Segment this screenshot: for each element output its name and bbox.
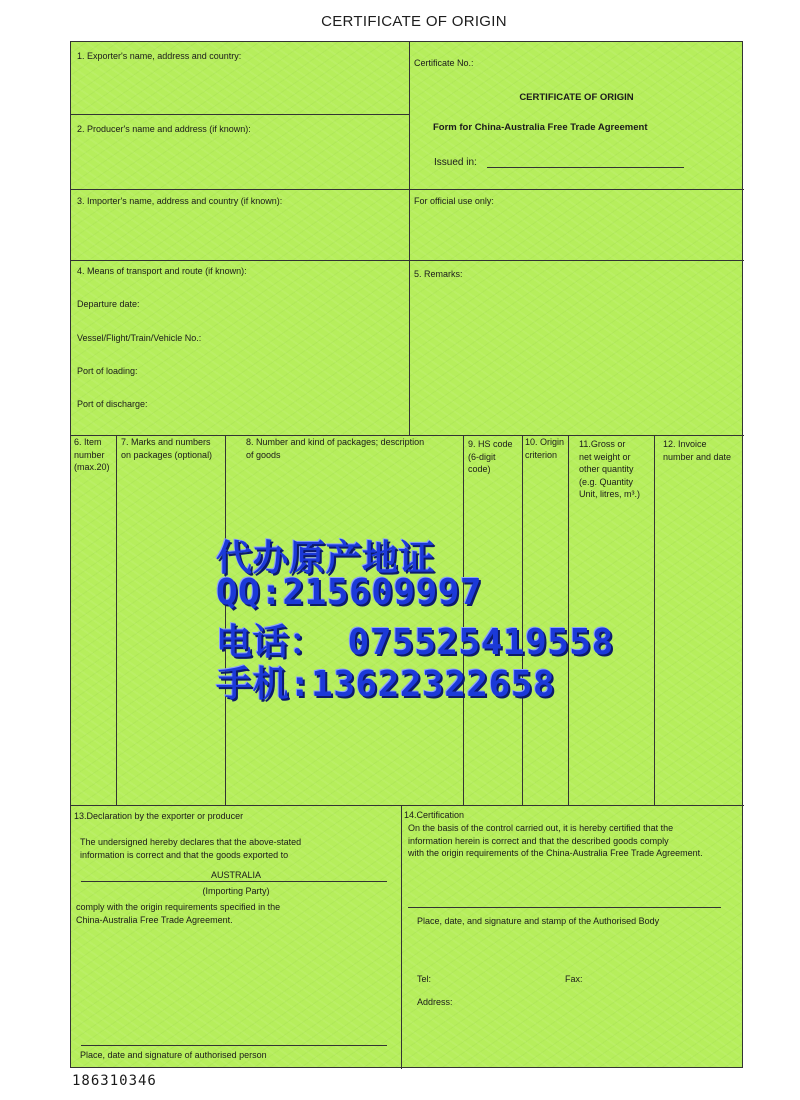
- overlay-service-text: 代办原产地证: [216, 538, 436, 579]
- column-marks: 7. Marks and numbers on packages (optional): [121, 437, 213, 460]
- certificate-no-label: Certificate No.:: [414, 58, 474, 68]
- certification-label: 14.Certification: [404, 810, 465, 820]
- form-subtitle: Form for China-Australia Free Trade Agreement: [433, 122, 648, 133]
- overlay-phone: 电话： 075525419558: [216, 622, 614, 663]
- vessel-label: Vessel/Flight/Train/Vehicle No.:: [77, 333, 202, 343]
- exporter-label: 1. Exporter's name, address and country:: [77, 51, 242, 61]
- column-description: 8. Number and kind of packages; description of goods: [246, 437, 425, 460]
- country-line: [81, 881, 387, 882]
- issued-in-line: [487, 167, 684, 168]
- column-item-number: 6. Item number (max.20): [74, 437, 110, 472]
- authorised-signature-label: Place, date and signature of authorised person: [80, 1050, 267, 1060]
- divider: [401, 805, 402, 1069]
- importer-label: 3. Importer's name, address and country (if known):: [77, 196, 283, 206]
- certification-line: [408, 907, 721, 908]
- certification-text: On the basis of the control carried out, it is hereby certified that the information herein is correct and that the described goods comply with the origin requirements of the China-Australia Free Trade Agreement.: [408, 823, 703, 858]
- overlay-qq: QQ:215609997: [216, 572, 483, 613]
- importing-party-label: (Importing Party): [202, 886, 270, 896]
- official-use-label: For official use only:: [414, 196, 494, 206]
- address-label: Address:: [417, 997, 453, 1007]
- overlay-mobile: 手机:13622322658: [216, 664, 556, 705]
- column-origin-criterion: 10. Origin criterion: [525, 437, 565, 460]
- page-title: CERTIFICATE OF ORIGIN: [321, 13, 507, 30]
- column-hs-code: 9. HS code (6-digit code): [468, 439, 513, 474]
- serial-number: 186310346: [72, 1073, 157, 1089]
- producer-label: 2. Producer's name and address (if known):: [77, 124, 251, 134]
- divider: [116, 435, 117, 806]
- divider: [654, 435, 655, 806]
- divider: [71, 260, 744, 261]
- departure-date-label: Departure date:: [77, 299, 140, 309]
- port-of-loading-label: Port of loading:: [77, 366, 138, 376]
- column-weight: 11.Gross or net weight or other quantity (e.g. Quantity Unit, litres, m³.): [579, 439, 641, 499]
- port-of-discharge-label: Port of discharge:: [77, 399, 148, 409]
- divider: [71, 114, 409, 115]
- divider: [71, 805, 744, 806]
- column-invoice: 12. Invoice number and date: [663, 439, 732, 462]
- importing-country: AUSTRALIA: [210, 870, 261, 880]
- declaration-text: The undersigned hereby declares that the above-stated information is correct and that the goods exported to: [80, 837, 302, 860]
- form-title: CERTIFICATE OF ORIGIN: [519, 92, 634, 103]
- issued-in-label: Issued in:: [434, 157, 477, 168]
- signature-line: [81, 1045, 387, 1046]
- divider: [71, 189, 744, 190]
- declaration-compliance: comply with the origin requirements specified in the China-Australia Free Trade Agreement.: [76, 902, 281, 925]
- tel-label: Tel:: [417, 974, 432, 984]
- fax-label: Fax:: [565, 974, 583, 984]
- declaration-label: 13.Declaration by the exporter or producer: [74, 811, 244, 821]
- remarks-label: 5. Remarks:: [414, 269, 463, 279]
- authorised-body-label: Place, date, and signature and stamp of the Authorised Body: [417, 916, 660, 926]
- transport-label: 4. Means of transport and route (if known):: [77, 266, 247, 276]
